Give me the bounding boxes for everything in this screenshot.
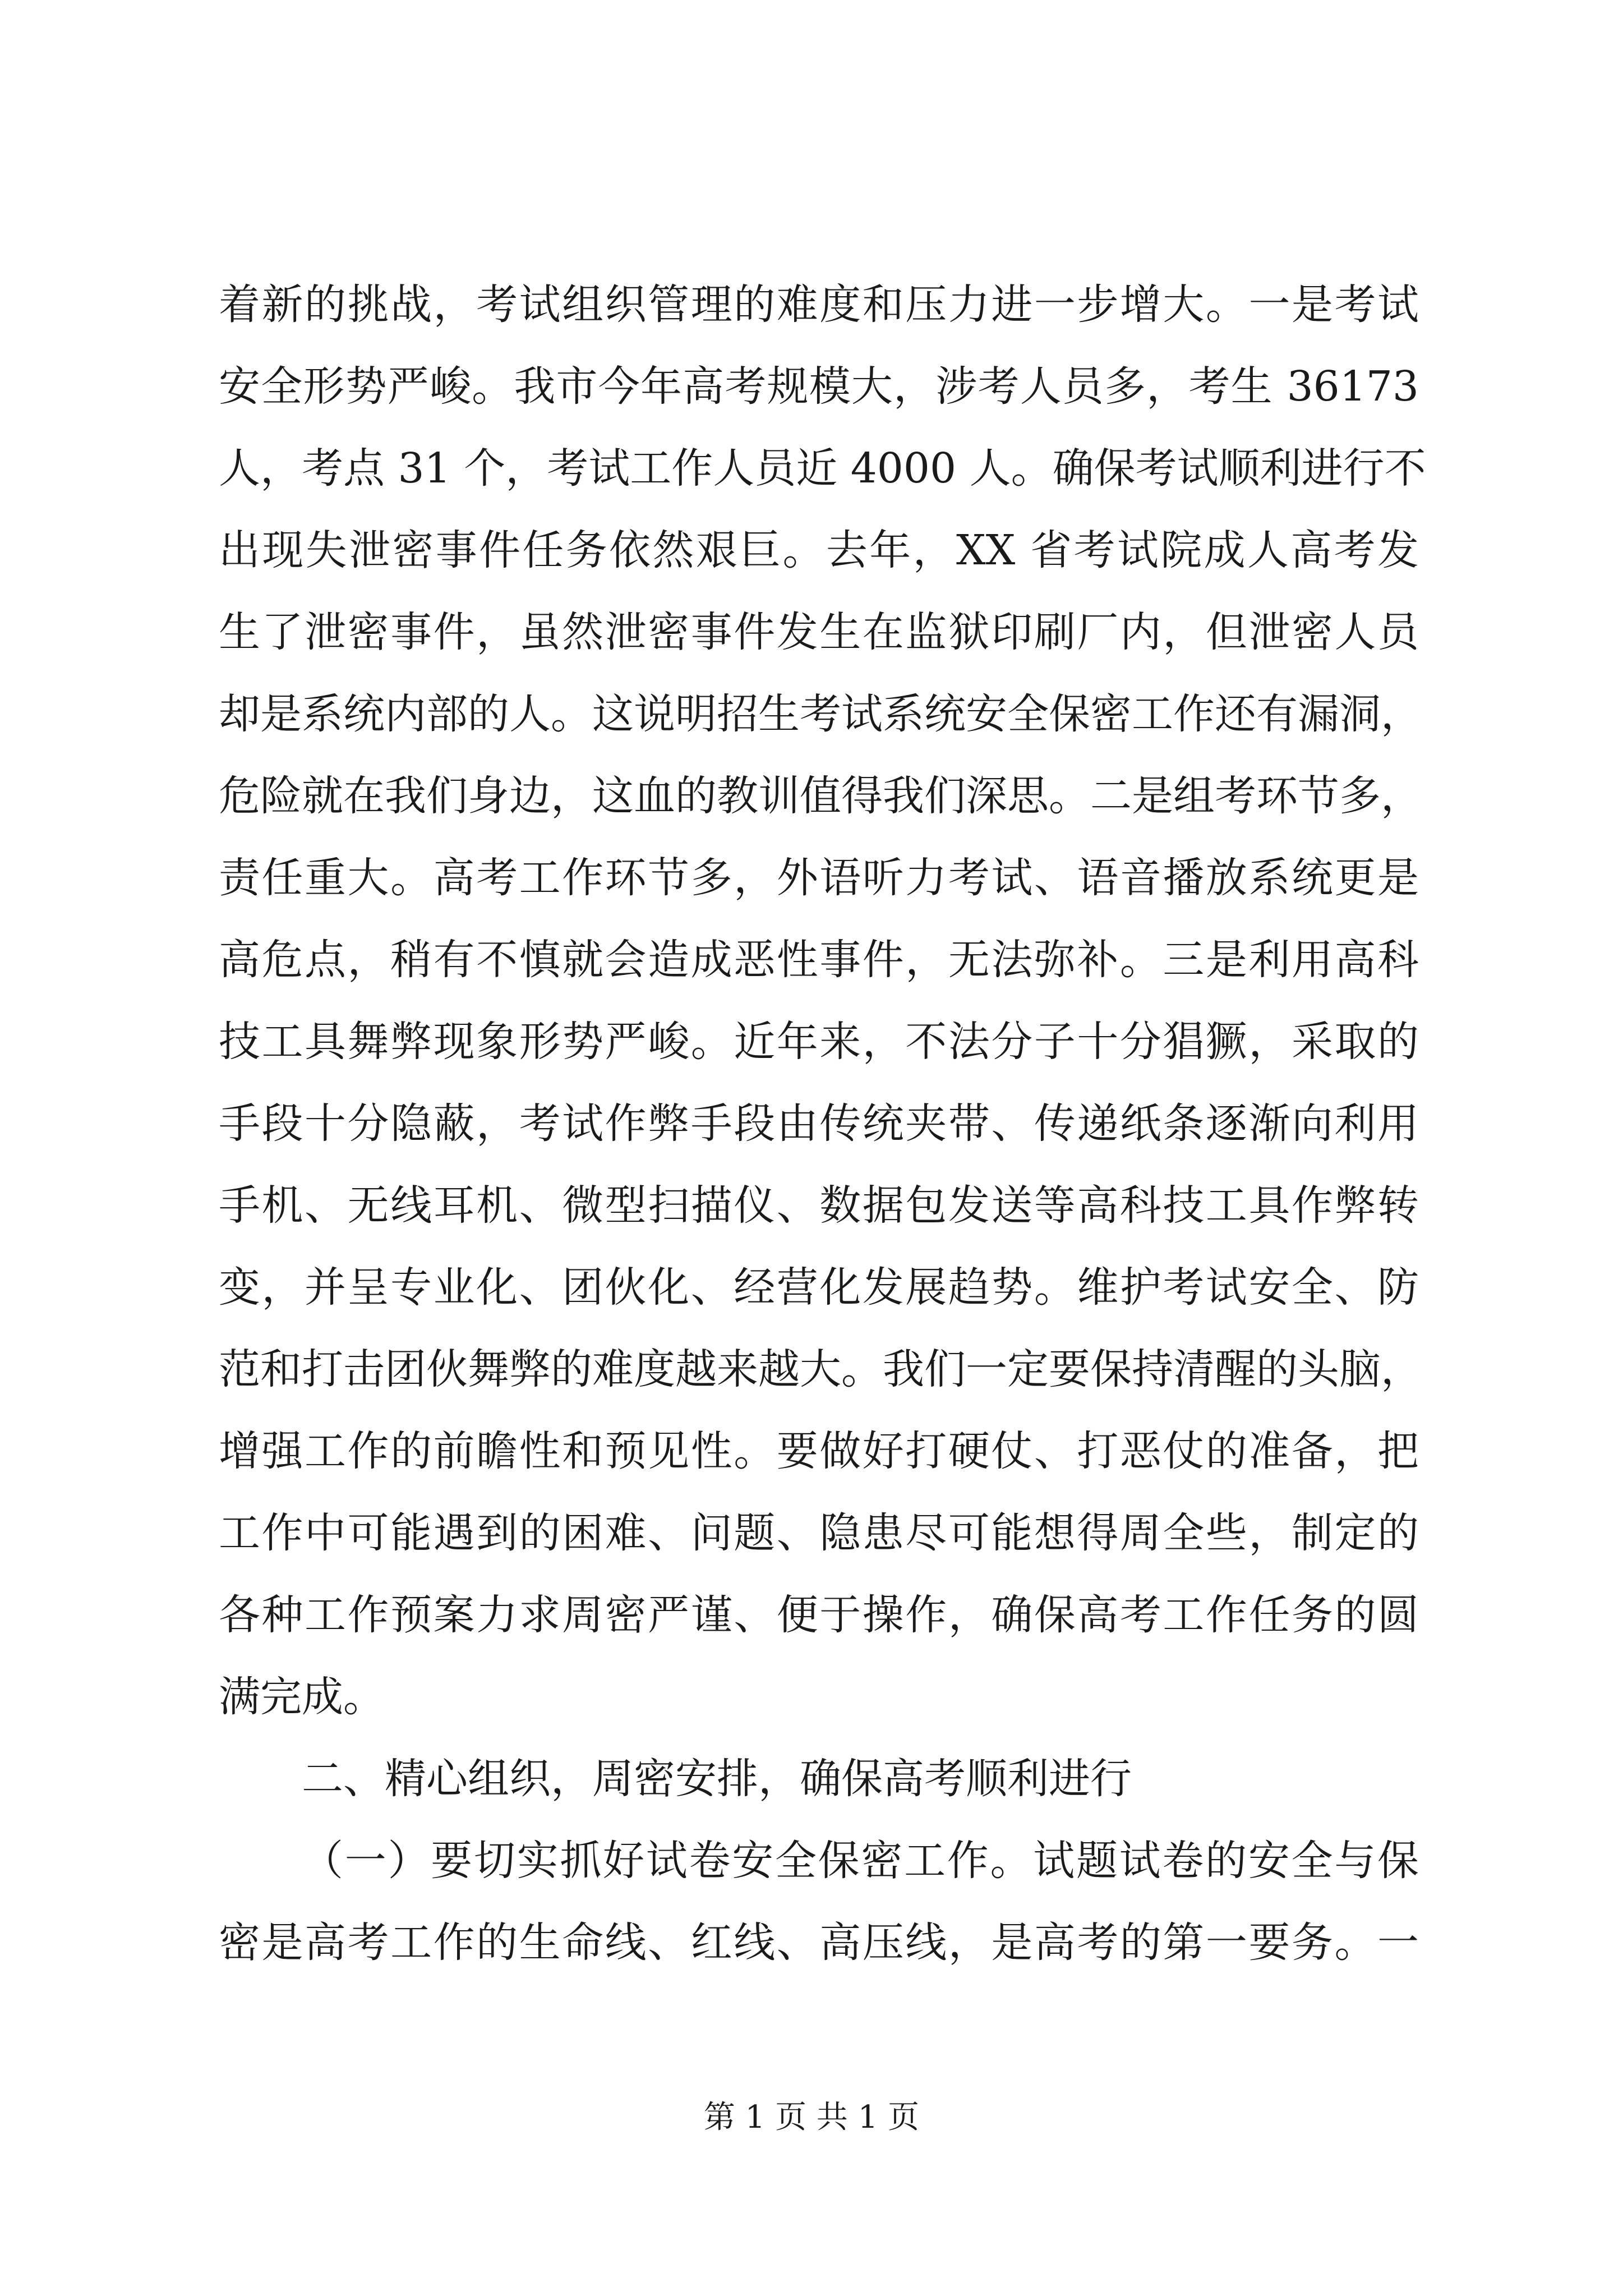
paragraph-line: 出现失泄密事件任务依然艰巨。去年，XX 省考试院成人高考发	[219, 526, 1419, 574]
paragraph-line: 高危点，稍有不慎就会造成恶性事件，无法弥补。三是利用高科	[219, 936, 1419, 984]
paragraph-line: 着新的挑战，考试组织管理的难度和压力进一步增大。一是考试	[219, 280, 1419, 329]
paragraph-line: 增强工作的前瞻性和预见性。要做好打硬仗、打恶仗的准备，把	[219, 1427, 1419, 1475]
paragraph-line: 生了泄密事件，虽然泄密事件发生在监狱印刷厂内，但泄密人员	[219, 608, 1419, 656]
paragraph-line: 技工具舞弊现象形势严峻。近年来，不法分子十分猖獗，采取的	[219, 1018, 1419, 1066]
paragraph-line: 手机、无线耳机、微型扫描仪、数据包发送等高科技工具作弊转	[219, 1181, 1419, 1230]
page-footer	[0, 2098, 1623, 2137]
page-number-label: 第 1 页 共 1 页	[703, 2099, 920, 2136]
paragraph-line: 变，并呈专业化、团伙化、经营化发展趋势。维护考试安全、防	[219, 1263, 1419, 1312]
paragraph-line: 责任重大。高考工作环节多，外语听力考试、语音播放系统更是	[219, 854, 1419, 902]
paragraph-line: 工作中可能遇到的困难、问题、隐患尽可能想得周全些，制定的	[219, 1509, 1419, 1557]
paragraph-line: 人，考点 31 个，考试工作人员近 4000 人。确保考试顺利进行不	[219, 444, 1426, 493]
paragraph-line: 安全形势严峻。我市今年高考规模大，涉考人员多，考生 36173	[219, 362, 1419, 411]
paragraph-line: 手段十分隐蔽，考试作弊手段由传统夹带、传递纸条逐渐向利用	[219, 1099, 1419, 1148]
paragraph-line: 密是高考工作的生命线、红线、高压线，是高考的第一要务。一	[219, 1918, 1419, 1967]
paragraph-line: 各种工作预案力求周密严谨、便于操作，确保高考工作任务的圆	[219, 1591, 1419, 1639]
paragraph-line: 范和打击团伙舞弊的难度越来越大。我们一定要保持清醒的头脑，	[219, 1345, 1422, 1393]
paragraph-line: 危险就在我们身边，这血的教训值得我们深思。二是组考环节多，	[219, 772, 1422, 820]
paragraph-line: 却是系统内部的人。这说明招生考试系统安全保密工作还有漏洞，	[219, 690, 1422, 738]
section-heading: 二、精心组织，周密安排，确保高考顺利进行	[302, 1755, 1132, 1803]
document-body	[219, 264, 1426, 1984]
paragraph-line: （一）要切实抓好试卷安全保密工作。试题试卷的安全与保	[302, 1837, 1419, 1885]
paragraph-line: 满完成。	[219, 1673, 385, 1721]
